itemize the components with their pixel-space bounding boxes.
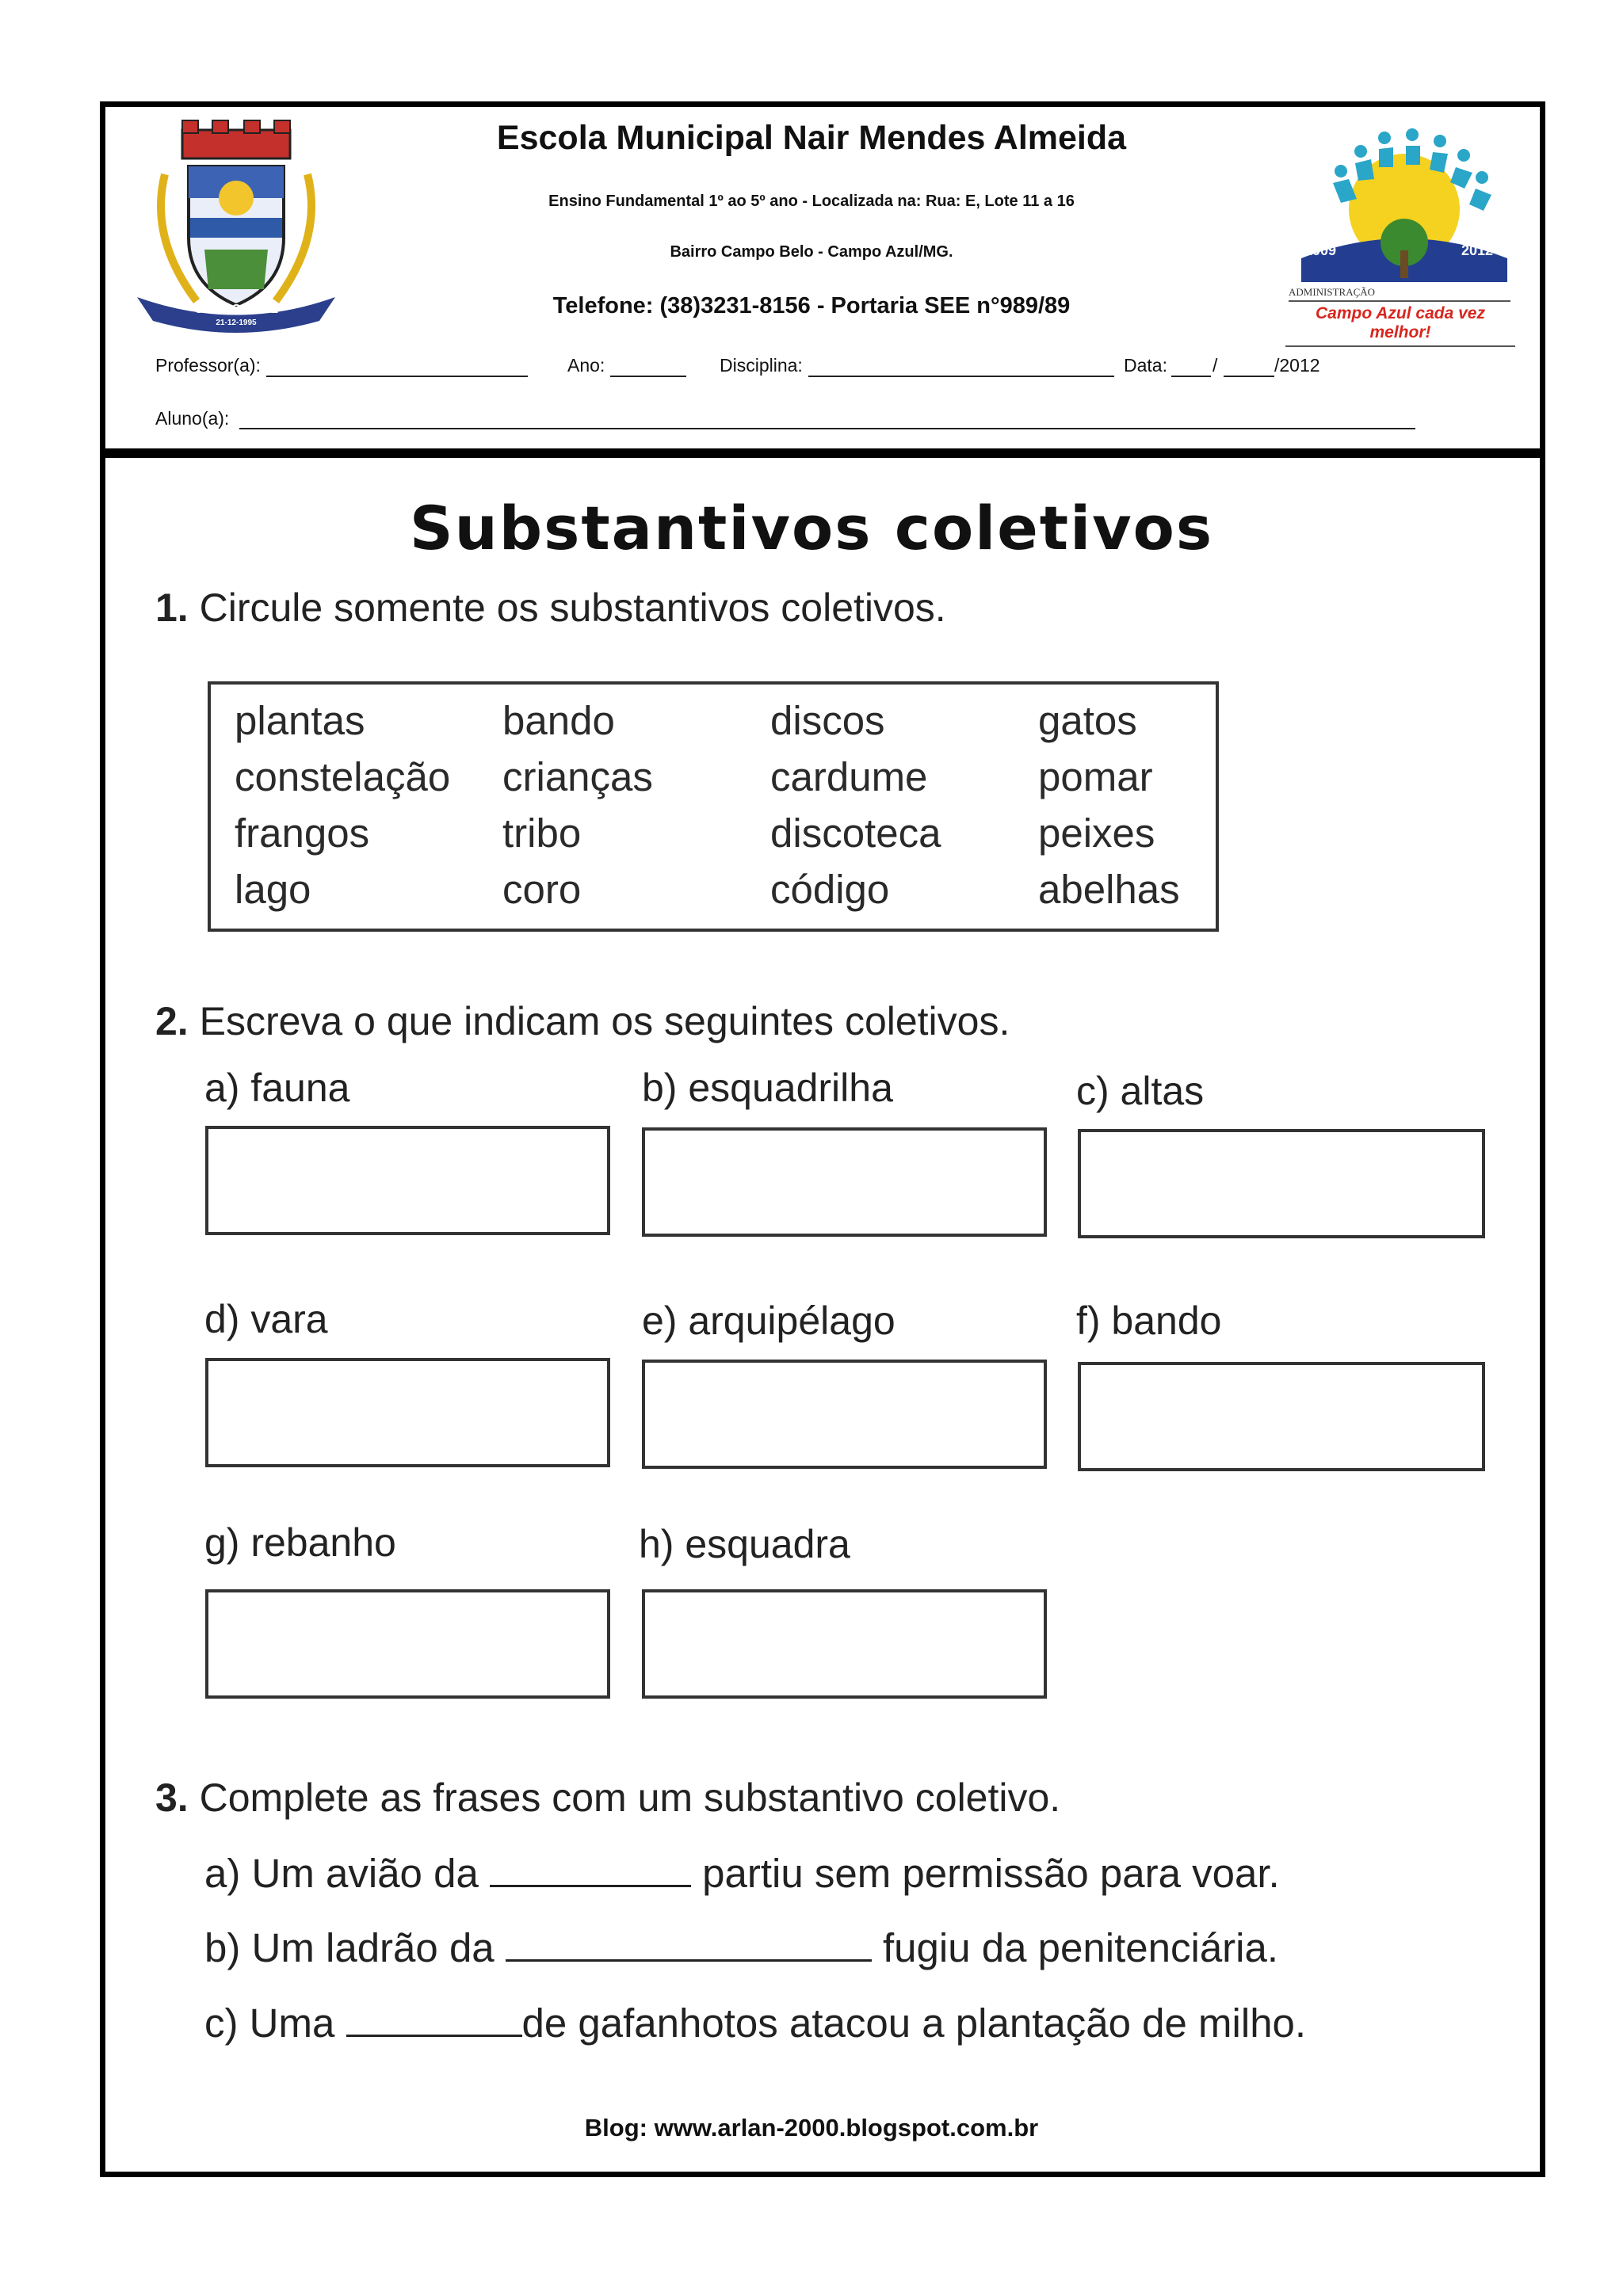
word-item[interactable]: frangos bbox=[235, 810, 370, 856]
question-3-number: 3. bbox=[155, 1775, 189, 1820]
word-item[interactable]: pomar bbox=[1038, 754, 1153, 799]
data-year: /2012 bbox=[1274, 355, 1320, 376]
admin-slogan: Campo Azul cada vez melhor! bbox=[1285, 304, 1515, 347]
sentence-b bbox=[204, 1924, 1278, 1971]
professor-line[interactable] bbox=[266, 376, 528, 377]
admin-year-start: 2009 bbox=[1304, 242, 1337, 258]
word-item[interactable]: crianças bbox=[502, 754, 653, 799]
date-separator: / bbox=[1212, 355, 1218, 376]
question-1-number: 1. bbox=[155, 585, 189, 630]
item-label: c) altas bbox=[1076, 1069, 1205, 1113]
question-2 bbox=[155, 998, 1010, 1044]
answer-box[interactable] bbox=[205, 1126, 610, 1235]
ano-label: Ano: bbox=[567, 355, 605, 376]
question-2-number: 2. bbox=[155, 999, 189, 1043]
word-item[interactable]: gatos bbox=[1038, 698, 1137, 743]
question-1-text: Circule somente os substantivos coletivos. bbox=[199, 585, 946, 630]
item-label: f) bando bbox=[1076, 1299, 1222, 1343]
word-item[interactable]: constelação bbox=[235, 754, 451, 799]
word-item[interactable]: lago bbox=[235, 867, 311, 912]
admin-year-end: 2012 bbox=[1461, 242, 1494, 258]
item-label: b) esquadrilha bbox=[642, 1066, 893, 1110]
word-item[interactable]: abelhas bbox=[1038, 867, 1180, 912]
question-3 bbox=[155, 1775, 1060, 1821]
item-label: d) vara bbox=[204, 1297, 328, 1341]
data-day-line[interactable] bbox=[1171, 376, 1211, 377]
answer-box[interactable] bbox=[642, 1589, 1047, 1699]
word-box bbox=[208, 681, 1219, 932]
word-item[interactable]: código bbox=[770, 867, 890, 912]
answer-box[interactable] bbox=[205, 1589, 610, 1699]
item-label: h) esquadra bbox=[639, 1522, 850, 1566]
question-1 bbox=[155, 585, 946, 631]
sentence-c bbox=[204, 2000, 1306, 2046]
school-address-line1: Ensino Fundamental 1º ao 5º ano - Localizada na: Rua: E, Lote 11 a 16 bbox=[548, 193, 1075, 210]
word-item[interactable]: discos bbox=[770, 698, 885, 743]
word-item[interactable]: cardume bbox=[770, 754, 928, 799]
school-name: Escola Municipal Nair Mendes Almeida bbox=[496, 119, 1127, 157]
question-2-text: Escreva o que indicam os seguintes coletivos. bbox=[199, 999, 1010, 1043]
disciplina-label: Disciplina: bbox=[720, 355, 803, 376]
item-label: e) arquipélago bbox=[642, 1299, 896, 1343]
answer-box[interactable] bbox=[1078, 1362, 1485, 1471]
aluno-label: Aluno(a): bbox=[155, 408, 230, 429]
sentence-a-start: a) Um avião da bbox=[204, 1851, 479, 1896]
word-item[interactable]: plantas bbox=[235, 698, 365, 743]
answer-box[interactable] bbox=[642, 1360, 1047, 1469]
data-month-line[interactable] bbox=[1224, 376, 1274, 377]
word-item[interactable]: discoteca bbox=[770, 810, 941, 856]
blank-line[interactable] bbox=[490, 1850, 691, 1887]
sentence-c-end: de gafanhotos atacou a plantação de milho. bbox=[521, 2000, 1307, 2046]
sentence-b-end: fugiu da penitenciária. bbox=[883, 1925, 1279, 1970]
aluno-line[interactable] bbox=[239, 428, 1415, 429]
item-label: g) rebanho bbox=[204, 1520, 396, 1565]
answer-box[interactable] bbox=[205, 1358, 610, 1467]
admin-label: ADMINISTRAÇÃO bbox=[1289, 286, 1510, 302]
blog-footer: Blog: www.arlan-2000.blogspot.com.br bbox=[584, 2114, 1039, 2142]
data-label: Data: bbox=[1124, 355, 1167, 376]
answer-box[interactable] bbox=[642, 1127, 1047, 1237]
word-item[interactable]: coro bbox=[502, 867, 582, 912]
word-item[interactable]: peixes bbox=[1038, 810, 1155, 856]
sentence-a-end: partiu sem permissão para voar. bbox=[702, 1851, 1280, 1896]
ano-line[interactable] bbox=[610, 376, 686, 377]
sentence-c-start: c) Uma bbox=[204, 2000, 335, 2046]
word-item[interactable]: tribo bbox=[502, 810, 582, 856]
disciplina-line[interactable] bbox=[808, 376, 1114, 377]
blank-line[interactable] bbox=[506, 1924, 872, 1962]
blank-line[interactable] bbox=[346, 2000, 522, 2037]
school-phone: Telefone: (38)3231-8156 - Portaria SEE n°989/89 bbox=[552, 293, 1071, 318]
question-3-text: Complete as frases com um substantivo coletivo. bbox=[199, 1775, 1061, 1820]
crest-text: CAMPO AZUL bbox=[193, 303, 279, 316]
crest-date: 21-12-1995 bbox=[216, 318, 257, 327]
school-address-line2: Bairro Campo Belo - Campo Azul/MG. bbox=[670, 243, 953, 261]
sentence-b-start: b) Um ladrão da bbox=[204, 1925, 495, 1970]
sentence-a bbox=[204, 1850, 1280, 1897]
item-label: a) fauna bbox=[204, 1066, 350, 1110]
professor-label: Professor(a): bbox=[155, 355, 261, 376]
word-item[interactable]: bando bbox=[502, 698, 615, 743]
answer-box[interactable] bbox=[1078, 1129, 1485, 1238]
worksheet-title: Substantivos coletivos bbox=[409, 493, 1214, 563]
